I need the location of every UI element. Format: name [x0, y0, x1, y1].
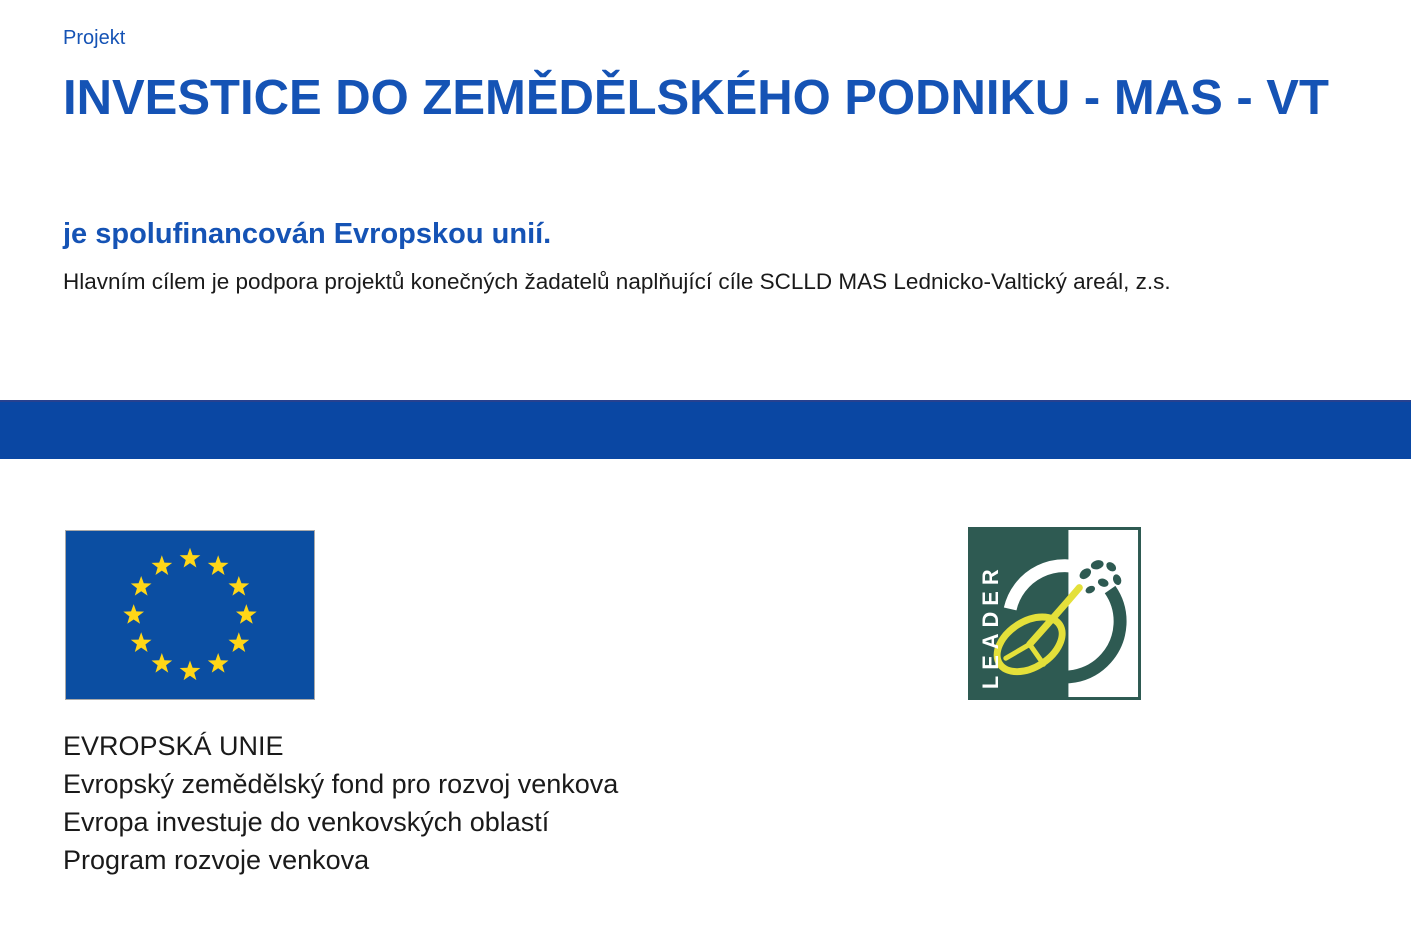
page-title: INVESTICE DO ZEMĚDĚLSKÉHO PODNIKU - MAS - VT — [63, 71, 1329, 125]
project-label: Projekt — [63, 27, 126, 49]
funding-text-block — [63, 727, 618, 879]
cofinancing-subtitle: je spolufinancován Evropskou unií. — [63, 218, 552, 250]
divider-bar — [0, 400, 1411, 459]
leader-logo-label: LEADER — [977, 563, 1003, 690]
project-goal-description: Hlavním cílem je podpora projektů konečných žadatelů naplňující cíle SCLLD MAS Lednicko-Valtický areál, z.s. — [63, 269, 1171, 294]
leader-logo-icon — [968, 527, 1141, 700]
funding-line-invest: Evropa investuje do venkovských oblastí — [63, 807, 550, 837]
funding-line-eu: EVROPSKÁ UNIE — [63, 731, 284, 761]
funding-line-program: Program rozvoje venkova — [63, 845, 370, 875]
funding-line-fund: Evropský zemědělský fond pro rozvoj venkova — [63, 769, 619, 799]
eu-flag-icon — [65, 530, 315, 700]
